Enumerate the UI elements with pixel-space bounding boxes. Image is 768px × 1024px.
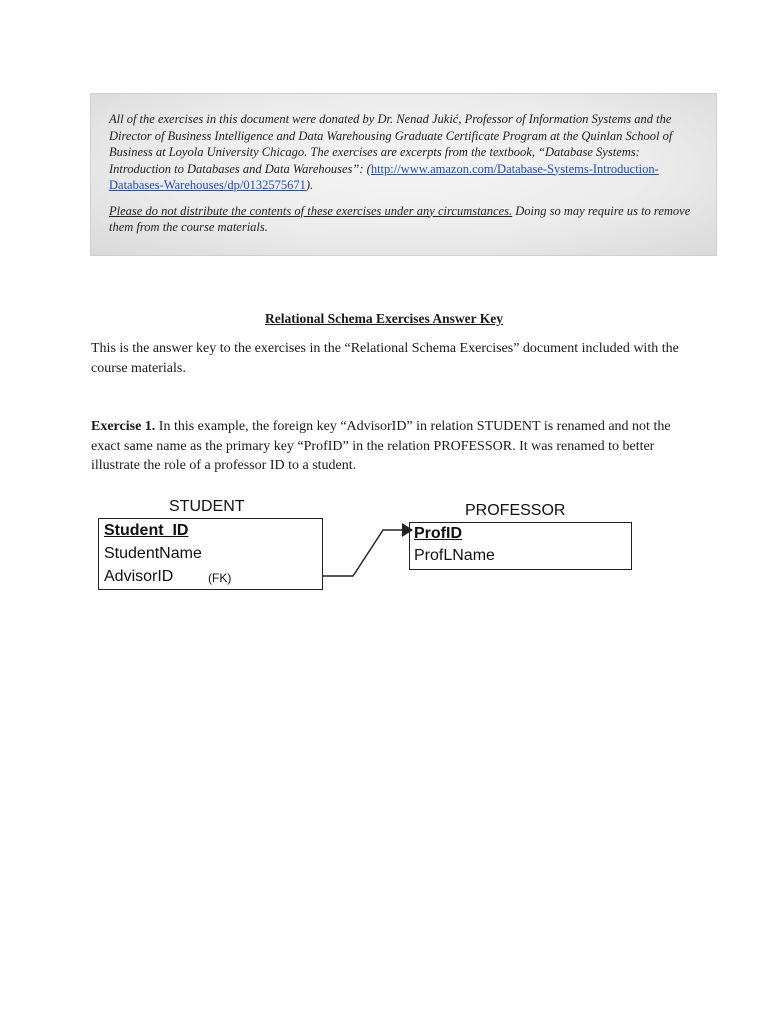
removal-warning: Doing so may require us to remove them from the course materials. (109, 203, 691, 234)
prof-id-pk: ProfID (414, 525, 462, 542)
distribution-warning: Please do not distribute the contents of these exercises under any circumstances. (109, 203, 513, 218)
notice-text-end: ). (305, 178, 314, 192)
exercise-1-paragraph (91, 417, 701, 476)
copyright-notice-box (90, 93, 717, 256)
exercise-1-label: Exercise 1. (91, 419, 156, 434)
page-title: Relational Schema Exercises Answer Key (265, 311, 503, 326)
intro-paragraph: This is the answer key to the exercises in the “Relational Schema Exercises” document included with the course materials. (91, 341, 679, 376)
exercise-1-text: In this example, the foreign key “AdvisorID” in relation STUDENT is renamed and not the exact same name as the primary key “ProfID” in the relation PROFESSOR. It was renamed to better illustrate the role of a professor ID to a student. (91, 419, 671, 473)
student-id-pk: Student_ID (104, 522, 189, 539)
professor-table-title: PROFESSOR (465, 502, 566, 519)
textbook-link[interactable]: http://www.amazon.com/Database-Systems-Introduction-Databases-Warehouses/dp/0132575671 (109, 161, 659, 192)
relational-schema-diagram (91, 492, 651, 600)
student-table-title: STUDENT (169, 498, 245, 515)
fk-tag: (FK) (208, 571, 232, 585)
notice-paragraph-2 (109, 203, 698, 236)
notice-text: All of the exercises in this document were donated by Dr. Nenad Jukić, Professor of Information Systems and the Director of Business Intelligence and Data Warehousing Graduate Certificate Program at the Quinlan School of Business at Loyola University Chicago. The exercises are excerpts from the textbook, “Database Systems: Introduction to Databases and Data Warehouses”: ( (109, 112, 673, 176)
prof-lname-attr: ProfLName (414, 547, 495, 564)
student-name-attr: StudentName (104, 545, 202, 562)
notice-paragraph-1 (109, 111, 698, 194)
advisor-id-attr: AdvisorID (104, 568, 174, 585)
